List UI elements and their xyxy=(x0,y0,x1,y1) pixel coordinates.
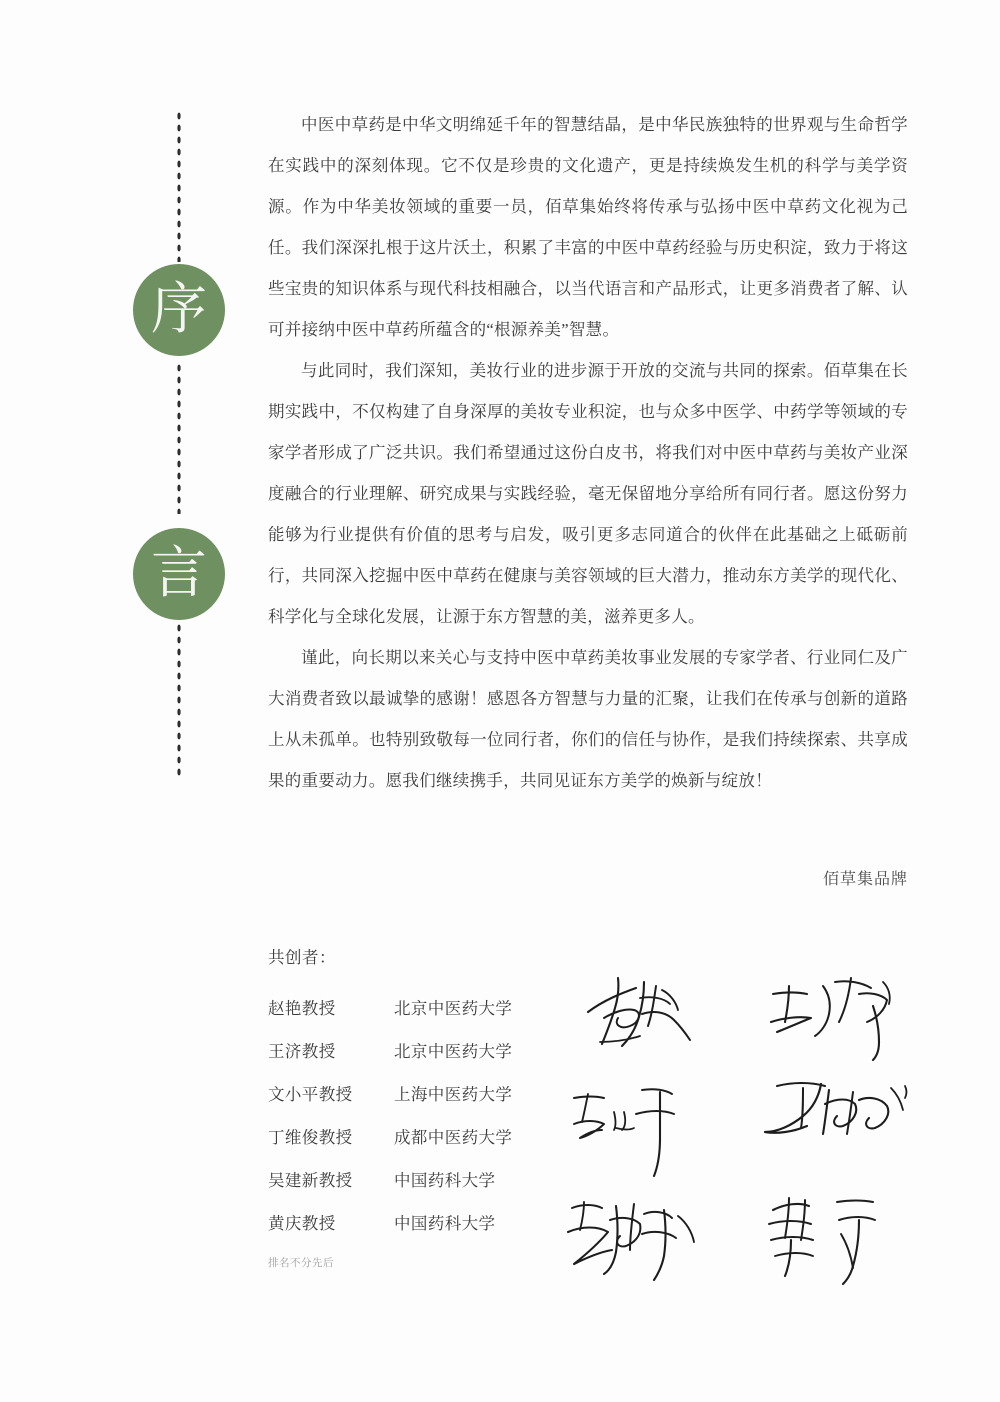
ranking-note: 排名不分先后 xyxy=(268,1258,334,1269)
handwritten-signature-wangji xyxy=(755,960,945,1070)
cocreator-name: 黄庆教授 xyxy=(268,1213,336,1233)
cocreator-org: 上海中医药大学 xyxy=(394,1084,513,1104)
cocreator-org: 中国药科大学 xyxy=(394,1170,496,1190)
cocreator-name: 文小平教授 xyxy=(268,1084,353,1104)
handwritten-signature-dingweijun xyxy=(755,1068,945,1178)
cocreator-name: 赵艳教授 xyxy=(268,998,336,1018)
preface-body xyxy=(268,104,908,801)
handwritten-signature-huangqing xyxy=(755,1182,945,1292)
dotted-line-bottom xyxy=(176,622,182,780)
preface-paragraph-3: 谨此，向长期以来关心与支持中医中草药美妆事业发展的专家学者、行业同仁及广大消费者致以最诚挚的感谢！感恩各方智慧与力量的汇聚，让我们在传承与创新的道路上从未孤单。也特别致敬每一位同行者，你们的信任与协作，是我们持续探索、共享成果的重要动力。愿我们继续携手，共同见证东方美学的焕新与绽放！ xyxy=(268,648,908,790)
cocreator-name: 王济教授 xyxy=(268,1041,336,1061)
handwritten-signature-wenxiaoping xyxy=(560,1072,750,1182)
table-row xyxy=(268,985,568,1028)
handwritten-signature-wujianxin xyxy=(560,1182,750,1292)
cocreator-org: 中国药科大学 xyxy=(394,1213,496,1233)
brand-signature: 佰草集品牌 xyxy=(822,871,908,888)
cocreator-name: 丁维俊教授 xyxy=(268,1127,353,1147)
left-decorative-rail xyxy=(133,100,225,780)
cocreators-table xyxy=(268,985,568,1243)
table-row xyxy=(268,1200,568,1243)
table-row xyxy=(268,1028,568,1071)
signatures-block xyxy=(560,960,940,1290)
preface-badge-xu: 序 xyxy=(133,264,225,356)
dotted-line-middle xyxy=(176,362,182,514)
handwritten-signature-zhaoyan xyxy=(560,960,750,1070)
cocreator-org: 北京中医药大学 xyxy=(394,1041,513,1061)
cocreator-org: 北京中医药大学 xyxy=(394,998,513,1018)
cocreator-name: 吴建新教授 xyxy=(268,1170,353,1190)
table-row xyxy=(268,1114,568,1157)
preface-badge-yan: 言 xyxy=(133,528,225,620)
preface-paragraph-2: 与此同时，我们深知，美妆行业的进步源于开放的交流与共同的探索。佰草集在长期实践中，不仅构建了自身深厚的美妆专业积淀，也与众多中医学、中药学等领域的专家学者形成了广泛共识。我们希望通过这份白皮书，将我们对中医中草药与美妆产业深度融合的行业理解、研究成果与实践经验，毫无保留地分享给所有同行者。愿这份努力能够为行业提供有价值的思考与启发，吸引更多志同道合的伙伴在此基础之上砥砺前行，共同深入挖掘中医中草药在健康与美容领域的巨大潜力，推动东方美学的现代化、科学化与全球化发展，让源于东方智慧的美，滋养更多人。 xyxy=(268,361,908,626)
cocreators-title: 共创者： xyxy=(268,948,336,967)
table-row xyxy=(268,1157,568,1200)
dotted-line-top xyxy=(176,110,182,262)
table-row xyxy=(268,1071,568,1114)
cocreator-org: 成都中医药大学 xyxy=(394,1127,513,1147)
preface-paragraph-1: 中医中草药是中华文明绵延千年的智慧结晶，是中华民族独特的世界观与生命哲学在实践中的深刻体现。它不仅是珍贵的文化遗产，更是持续焕发生机的科学与美学资源。作为中华美妆领域的重要一员，佰草集始终将传承与弘扬中医中草药文化视为己任。我们深深扎根于这片沃土，积累了丰富的中医中草药经验与历史积淀，致力于将这些宝贵的知识体系与现代科技相融合，以当代语言和产品形式，让更多消费者了解、认可并接纳中医中草药所蕴含的“根源养美”智慧。 xyxy=(268,115,908,339)
